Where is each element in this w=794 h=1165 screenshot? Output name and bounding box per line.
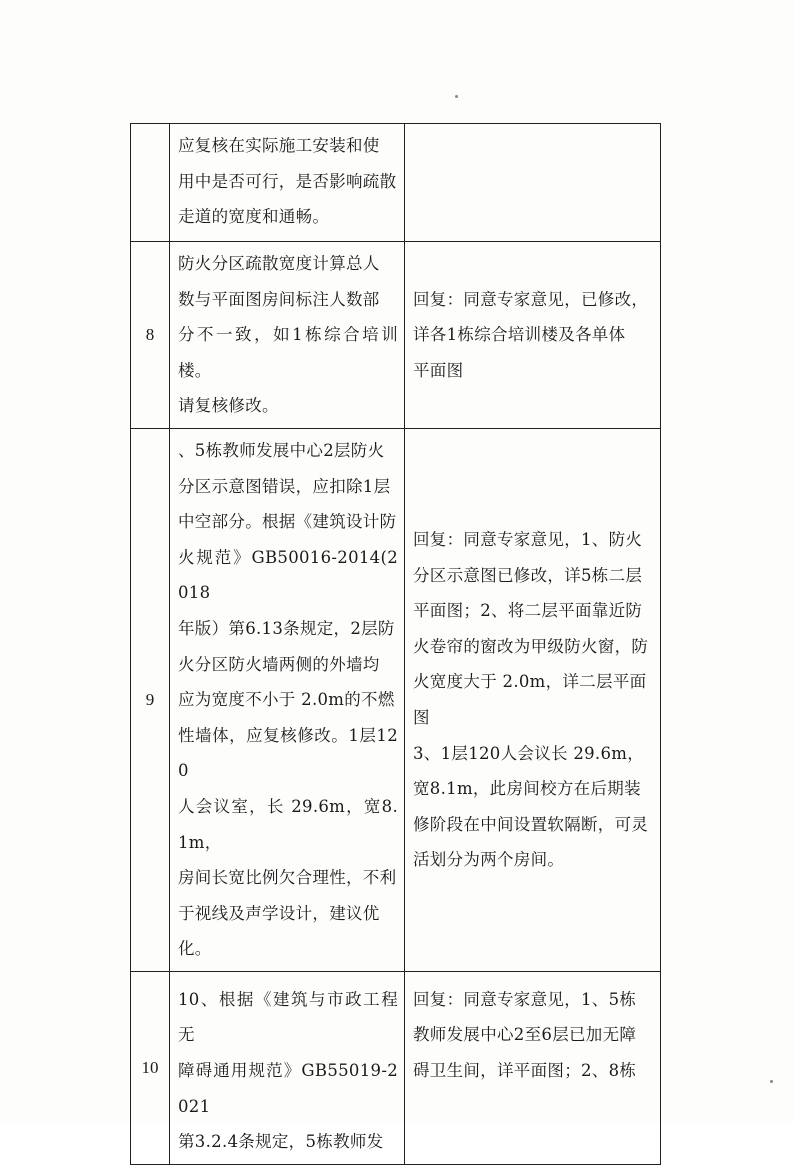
row-number-cell: 10 — [131, 971, 170, 1164]
expert-comment-text: 10、根据《建筑与市政工程无 障碍通用规范》GB55019-2021 第3.2.4条规定，5栋教师发 — [178, 989, 398, 1152]
row-number-cell: 9 — [131, 428, 170, 971]
scan-speck — [770, 1080, 773, 1083]
expert-comment-cell — [170, 428, 405, 971]
table-row — [131, 124, 661, 242]
reply-cell — [405, 971, 661, 1164]
reply-cell — [405, 242, 661, 429]
table-row — [131, 242, 661, 429]
scan-speck — [455, 95, 458, 98]
row-number-cell: 8 — [131, 242, 170, 429]
reply-text: 回复：同意专家意见，已修改， 详各1栋综合培训楼及各单体 平面图 — [413, 289, 649, 380]
expert-comment-cell — [170, 242, 405, 429]
table-row — [131, 971, 661, 1164]
expert-comment-cell — [170, 124, 405, 242]
expert-comment-text: 应复核在实际施工安装和使 用中是否可行，是否影响疏散 走道的宽度和通畅。 — [178, 136, 397, 227]
reply-text: 回复：同意专家意见，1、5栋 教师发展中心2至6层已加无障 碍卫生间，详平面图；2、8栋 — [413, 989, 637, 1081]
expert-comment-text: 、5栋教师发展中心2层防火 分区示意图错误，应扣除1层 中空部分。根据《建筑设计防 火规范》GB50016-2014(2018 年版）第6.13条规定，2层防 火分区防火墙两侧的外墙均 应为宽度不小于 2.0m的不燃 性墙体，应复核修改。1层120 人会议室，长 29.6m，宽8.1m， 房间长宽比例欠合理性，不利 于视线及声学设计，建议优 化。 — [178, 440, 398, 959]
reply-text: 回复：同意专家意见，1、防火 分区示意图已修改，详5栋二层 平面图；2、将二层平面靠近防 火卷帘的窗改为甲级防火窗，防 火宽度大于 2.0m，详二层平面 图 3、1层120人会议长 29.6m， 宽8.1m，此房间校方在后期装 修阶段在中间设置软隔断，可灵 活划分为两个房间。 — [413, 529, 649, 870]
row-number-cell — [131, 124, 170, 242]
reply-text — [405, 179, 660, 187]
reply-cell — [405, 124, 661, 242]
expert-comment-text: 防火分区疏散宽度计算总人 数与平面图房间标注人数部 分不一致，如1栋综合培训楼。 请复核修改。 — [178, 254, 398, 416]
table-row — [131, 428, 661, 971]
review-comments-table — [130, 123, 661, 1165]
reply-cell — [405, 428, 661, 971]
expert-comment-cell — [170, 971, 405, 1164]
